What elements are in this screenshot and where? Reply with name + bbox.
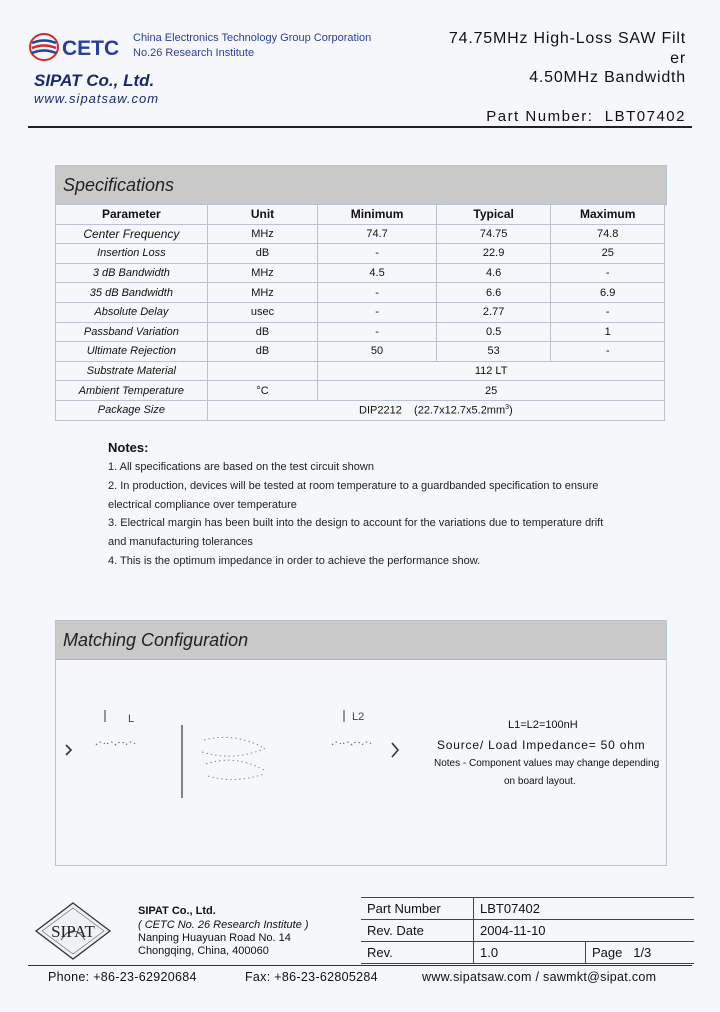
input-arrow-icon	[66, 745, 71, 755]
table-row	[56, 400, 665, 420]
inductor-l2	[332, 742, 372, 745]
param-unit: dB	[207, 322, 318, 342]
package-size-text: DIP2212 (22.7x12.7x5.2mm	[359, 404, 506, 417]
substrate-value: 112 LT	[318, 361, 665, 381]
param-typ: 53	[436, 342, 551, 362]
param-max: 1	[551, 322, 665, 342]
matching-circuit-diagram	[56, 700, 416, 810]
footer-divider	[28, 965, 692, 966]
org-line-2: No.26 Research Institute	[133, 47, 255, 59]
param-typ: 74.75	[436, 224, 551, 244]
table-row	[56, 244, 665, 264]
table-row	[56, 361, 665, 381]
rev-part-number-label: Part Number	[361, 898, 474, 920]
param-max: 25	[551, 244, 665, 264]
rev-date-value: 2004-11-10	[474, 920, 695, 942]
param-min: 50	[318, 342, 437, 362]
table-row	[361, 942, 694, 964]
l2-label: L2	[352, 711, 365, 723]
table-row	[361, 898, 694, 920]
ambient-temperature-label: Ambient Temperature	[56, 381, 208, 401]
param-max: 74.8	[551, 224, 665, 244]
saw-filter-symbol	[202, 737, 266, 779]
product-title-line-2: er	[670, 50, 686, 67]
part-number-header	[486, 108, 686, 125]
param-name: 35 dB Bandwidth	[56, 283, 208, 303]
footer-institute: ( CETC No. 26 Research Institute )	[138, 919, 309, 931]
param-typ: 2.77	[436, 302, 551, 322]
param-name: Ultimate Rejection	[56, 342, 208, 362]
cetc-logo-text: CETC	[62, 37, 120, 60]
table-row	[56, 263, 665, 283]
impedance-text: Source/ Load Impedance= 50 ohm	[437, 738, 646, 752]
rev-value: 1.0	[474, 942, 586, 964]
note-line: 4. This is the optimum impedance in order to achieve the performance show.	[108, 555, 481, 567]
rev-date-label: Rev. Date	[361, 920, 474, 942]
table-row	[56, 322, 665, 342]
inductor-l1	[96, 742, 136, 745]
param-min: -	[318, 244, 437, 264]
product-title-line-1: 74.75MHz High-Loss SAW Filt	[448, 30, 686, 47]
specifications-title: Specifications	[56, 166, 666, 205]
note-line: 3. Electrical margin has been built into the design to account for the variations due to temperature drift	[108, 517, 604, 529]
matching-note-line-2: on board layout.	[504, 776, 576, 787]
specifications-table	[55, 204, 665, 421]
param-unit: MHz	[207, 283, 318, 303]
table-row	[56, 342, 665, 362]
seal-text: SIPAT	[51, 922, 95, 941]
footer-web-email[interactable]: www.sipatsaw.com / sawmkt@sipat.com	[422, 970, 657, 984]
table-row	[361, 920, 694, 942]
note-line: electrical compliance over temperature	[108, 499, 297, 511]
matching-note-line-1: Notes - Component values may change depending	[434, 758, 660, 769]
param-unit: dB	[207, 244, 318, 264]
param-max: -	[551, 302, 665, 322]
param-name: Insertion Loss	[56, 244, 208, 264]
footer-phone: Phone: +86-23-62920684	[48, 970, 197, 984]
inductor-values: L1=L2=100nH	[508, 719, 578, 731]
rev-part-number-value: LBT07402	[474, 898, 695, 920]
notes-title: Notes:	[108, 440, 149, 455]
table-row	[56, 283, 665, 303]
revision-table	[361, 897, 694, 964]
l1-label: L	[128, 713, 135, 725]
substrate-label: Substrate Material	[56, 361, 208, 381]
param-min: -	[318, 283, 437, 303]
param-min: -	[318, 302, 437, 322]
param-unit: usec	[207, 302, 318, 322]
note-line: 1. All specifications are based on the test circuit shown	[108, 461, 374, 473]
param-typ: 6.6	[436, 283, 551, 303]
header-divider	[28, 126, 692, 128]
rev-label: Rev.	[361, 942, 474, 964]
col-header-typical: Typical	[436, 205, 551, 225]
ambient-temperature-unit: °C	[207, 381, 318, 401]
cetc-logo	[28, 30, 130, 64]
footer-company: SIPAT Co., Ltd.	[138, 905, 216, 917]
footer-address-1: Nanping Huayuan Road No. 14	[138, 932, 291, 944]
footer-address-2: Chongqing, China, 400060	[138, 945, 269, 957]
param-name: Absolute Delay	[56, 302, 208, 322]
footer-fax: Fax: +86-23-62805284	[245, 970, 378, 984]
param-min: 74.7	[318, 224, 437, 244]
package-size-value	[207, 400, 664, 420]
param-min: -	[318, 322, 437, 342]
matching-configuration-title: Matching Configuration	[56, 621, 666, 660]
param-max: 6.9	[551, 283, 665, 303]
param-unit: MHz	[207, 224, 318, 244]
page-cell	[586, 942, 695, 964]
part-number-label: Part Number:	[486, 108, 594, 125]
col-header-unit: Unit	[207, 205, 318, 225]
param-typ: 0.5	[436, 322, 551, 342]
package-size-superscript: 3	[505, 403, 510, 411]
param-min: 4.5	[318, 263, 437, 283]
param-max: -	[551, 263, 665, 283]
col-header-parameter: Parameter	[56, 205, 208, 225]
param-max: -	[551, 342, 665, 362]
specifications-section	[55, 165, 667, 205]
param-typ: 4.6	[436, 263, 551, 283]
note-line: 2. In production, devices will be tested at room temperature to a guardbanded specification to ensure	[108, 480, 599, 492]
table-row	[56, 381, 665, 401]
table-row	[56, 302, 665, 322]
param-name: 3 dB Bandwidth	[56, 263, 208, 283]
page-value: 1/3	[633, 945, 652, 960]
param-unit: MHz	[207, 263, 318, 283]
product-title-line-3: 4.50MHz Bandwidth	[529, 69, 686, 86]
param-unit: dB	[207, 342, 318, 362]
package-size-label: Package Size	[56, 400, 208, 420]
table-row	[56, 224, 665, 244]
col-header-minimum: Minimum	[318, 205, 437, 225]
page-label: Page	[592, 945, 623, 960]
ambient-temperature-value: 25	[318, 381, 665, 401]
param-name: Passband Variation	[56, 322, 208, 342]
company-website[interactable]: www.sipatsaw.com	[34, 91, 160, 106]
company-name: SIPAT Co., Ltd.	[34, 71, 155, 90]
table-header-row	[56, 205, 665, 225]
param-typ: 22.9	[436, 244, 551, 264]
output-arrow-icon	[392, 743, 398, 757]
param-name: Center Frequency	[56, 224, 208, 244]
note-line: and manufacturing tolerances	[108, 536, 253, 548]
col-header-maximum: Maximum	[551, 205, 665, 225]
sipat-seal-logo	[33, 900, 113, 962]
org-line-1: China Electronics Technology Group Corporation	[133, 32, 372, 44]
package-size-close: )	[509, 404, 513, 417]
part-number-value: LBT07402	[604, 108, 686, 125]
